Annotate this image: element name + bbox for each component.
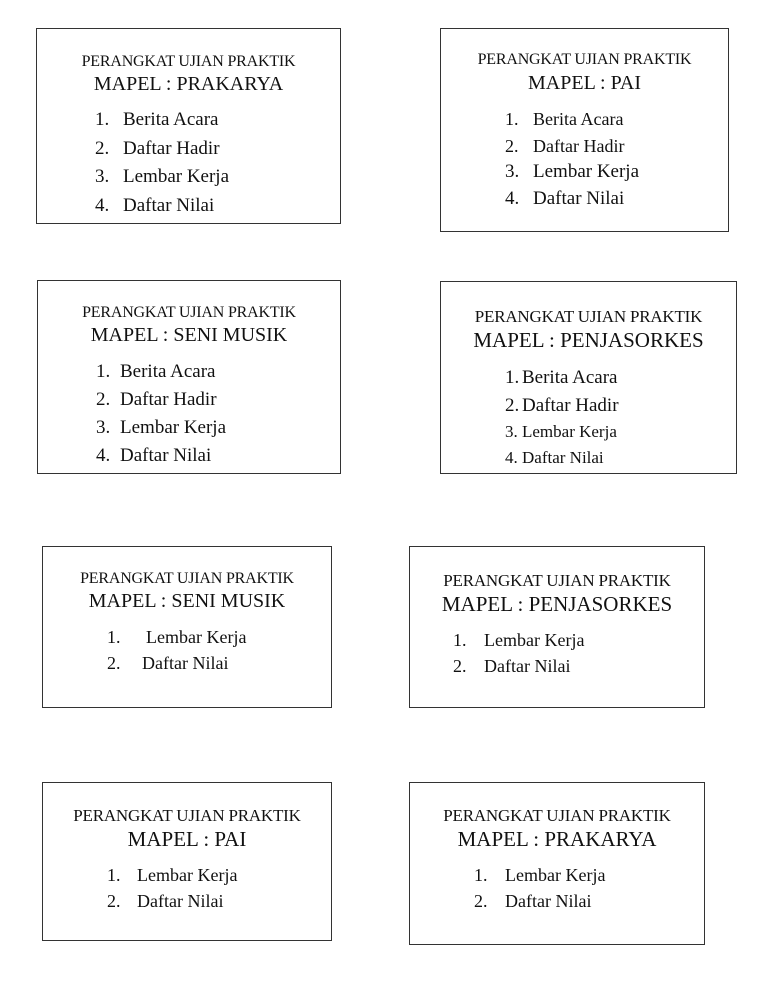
list-item: 3. Lembar Kerja	[505, 422, 617, 441]
label-card-pai-full	[440, 28, 729, 232]
label-card-seni-musik-short	[42, 546, 332, 708]
card-header: PERANGKAT UJIAN PRAKTIK	[443, 571, 671, 590]
list-item: 2. Daftar Nilai	[453, 656, 571, 676]
list-item: 1. Berita Acara	[505, 367, 618, 388]
list-item: 2. Daftar Hadir	[96, 389, 217, 410]
card-header: PERANGKAT UJIAN PRAKTIK	[80, 570, 294, 587]
card-header: PERANGKAT UJIAN PRAKTIK	[477, 51, 692, 68]
card-header: PERANGKAT UJIAN PRAKTIK	[73, 806, 301, 825]
label-card-prakarya-short	[409, 782, 705, 945]
label-card-seni-musik-full	[37, 280, 341, 474]
card-item-list	[95, 106, 229, 220]
card-header: PERANGKAT UJIAN PRAKTIK	[474, 307, 703, 326]
card-item-list	[474, 862, 605, 914]
list-item: 1. Berita Acara	[95, 109, 219, 130]
list-item: 3. Lembar Kerja	[95, 166, 230, 187]
card-subject: MAPEL : PENJASORKES	[441, 592, 673, 616]
list-item: 4. Daftar Nilai	[505, 187, 625, 209]
card-subject: MAPEL : PAI	[528, 72, 641, 94]
card-subject: MAPEL : PRAKARYA	[93, 73, 284, 95]
card-subject: MAPEL : PAI	[127, 827, 247, 851]
list-item: 2. Daftar Nilai	[107, 653, 229, 673]
card-subject: MAPEL : SENI MUSIK	[88, 590, 286, 612]
list-item: 2. Daftar Hadir	[95, 137, 220, 159]
card-header: PERANGKAT UJIAN PRAKTIK	[81, 53, 296, 70]
card-header: PERANGKAT UJIAN PRAKTIK	[82, 304, 296, 321]
list-item: 2. Daftar Nilai	[107, 891, 224, 911]
card-item-list	[107, 862, 237, 914]
list-item: 1. Lembar Kerja	[474, 865, 606, 885]
card-item-list	[505, 106, 639, 212]
list-item: 2. Daftar Nilai	[474, 891, 592, 911]
label-card-penjasorkes-full	[440, 281, 737, 474]
card-item-list	[107, 624, 246, 676]
label-card-prakarya-full	[36, 28, 341, 224]
card-item-list	[505, 364, 619, 471]
list-item: 4. Daftar Nilai	[95, 194, 215, 216]
list-item: 3. Lembar Kerja	[505, 161, 640, 182]
list-item: 4. Daftar Nilai	[96, 445, 212, 466]
list-item: 1. Berita Acara	[96, 361, 216, 382]
card-header: PERANGKAT UJIAN PRAKTIK	[443, 806, 671, 825]
card-subject: MAPEL : SENI MUSIK	[90, 324, 288, 346]
list-item: 1. Berita Acara	[505, 109, 624, 129]
list-item: 2. Daftar Hadir	[505, 135, 625, 156]
list-item: 1. Lembar Kerja	[107, 627, 247, 647]
list-item: 1. Lembar Kerja	[107, 865, 238, 885]
list-item: 2. Daftar Hadir	[505, 394, 619, 416]
label-card-pai-short	[42, 782, 332, 941]
card-item-list	[453, 627, 584, 679]
label-card-penjasorkes-short	[409, 546, 705, 708]
card-subject: MAPEL : PRAKARYA	[457, 827, 657, 851]
card-subject: MAPEL : PENJASORKES	[473, 328, 704, 352]
list-item: 3. Lembar Kerja	[96, 417, 227, 438]
card-item-list	[96, 358, 226, 470]
list-item: 4. Daftar Nilai	[505, 448, 604, 467]
list-item: 1. Lembar Kerja	[453, 630, 585, 650]
